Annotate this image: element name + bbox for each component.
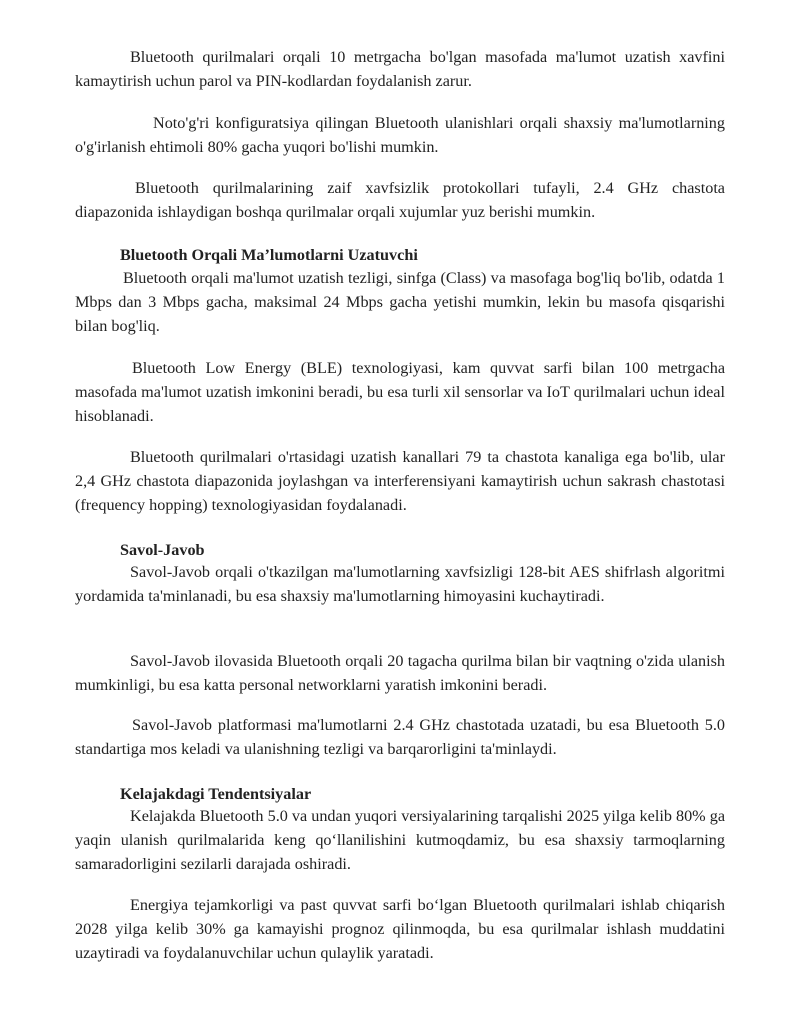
paragraph-8: Savol-Javob ilovasida Bluetooth orqali 20 tagacha qurilma bilan bir vaqtning o'zida ulanish mumkinligi, bu esa katta personal networklarni yaratish imkonini beradi. xyxy=(75,652,725,694)
paragraph-2: Noto'g'ri konfiguratsiya qilingan Bluetooth ulanishlari orqali shaxsiy ma'lumotlarning o'g'irlanish ehtimoli 80% gacha yuqori bo'lishi mumkin. xyxy=(75,114,725,156)
paragraph-6: Bluetooth qurilmalari o'rtasidagi uzatish kanallari 79 ta chastota kanaliga ega bo'lib, ular 2,4 GHz chastota diapazonida joylashgan va interferensiyani kamaytirish uchun sakrash chastotasi (frequency hopping) texnologiyasidan foydalanadi. xyxy=(75,448,725,514)
paragraph-7: Savol-Javob orqali o'tkazilgan ma'lumotlarning xavfsizligi 128-bit AES shifrlash algoritmi yordamida ta'minlanadi, bu esa shaxsiy ma'lumotlarning himoyasini kuchaytiradi. xyxy=(75,563,725,605)
section-heading-uzatuvchi: Bluetooth Orqali Ma’lumotlarni Uzatuvchi xyxy=(120,246,418,264)
paragraph-10: Kelajakda Bluetooth 5.0 va undan yuqori versiyalarining tarqalishi 2025 yilga kelib 80% ga yaqin ulanish qurilmalarida keng qo‘llanilishini kutmoqdamiz, bu esa shaxsiy tarmoqlarning samaradorligini sezilarli darajada oshiradi. xyxy=(75,807,725,873)
paragraph-5: Bluetooth Low Energy (BLE) texnologiyasi, kam quvvat sarfi bilan 100 metrgacha masofada ma'lumot uzatish imkonini beradi, bu esa turli xil sensorlar va IoT qurilmalari uchun ideal hisoblanadi. xyxy=(75,359,725,425)
paragraph-9: Savol-Javob platformasi ma'lumotlarni 2.4 GHz chastotada uzatadi, bu esa Bluetooth 5.0 standartiga mos keladi va ulanishning tezligi va barqarorligini ta'minlaydi. xyxy=(75,716,725,758)
paragraph-1: Bluetooth qurilmalari orqali 10 metrgacha bo'lgan masofada ma'lumot uzatish xavfini kamaytirish uchun parol va PIN-kodlardan foydalanish zarur. xyxy=(75,48,725,90)
paragraph-4: Bluetooth orqali ma'lumot uzatish tezligi, sinfga (Class) va masofaga bog'liq bo'lib, odatda 1 Mbps dan 3 Mbps gacha, maksimal 24 Mbps gacha yetishi mumkin, lekin bu masofa qisqarishi bilan bog'liq. xyxy=(75,269,725,335)
paragraph-3: Bluetooth qurilmalarining zaif xavfsizlik protokollari tufayli, 2.4 GHz chastota diapazonida ishlaydigan boshqa qurilmalar orqali xujumlar yuz berishi mumkin. xyxy=(75,179,725,221)
section-heading-savol-javob: Savol-Javob xyxy=(120,541,205,559)
section-heading-tendentsiyalar: Kelajakdagi Tendentsiyalar xyxy=(120,785,312,803)
paragraph-11: Energiya tejamkorligi va past quvvat sarfi bo‘lgan Bluetooth qurilmalari ishlab chiqarish 2028 yilga kelib 30% ga kamayishi prognoz qilinmoqda, bu esa qurilmalar ishlash muddatini uzaytiradi va foydalanuvchilar uchun qulaylik yaratadi. xyxy=(75,896,725,962)
